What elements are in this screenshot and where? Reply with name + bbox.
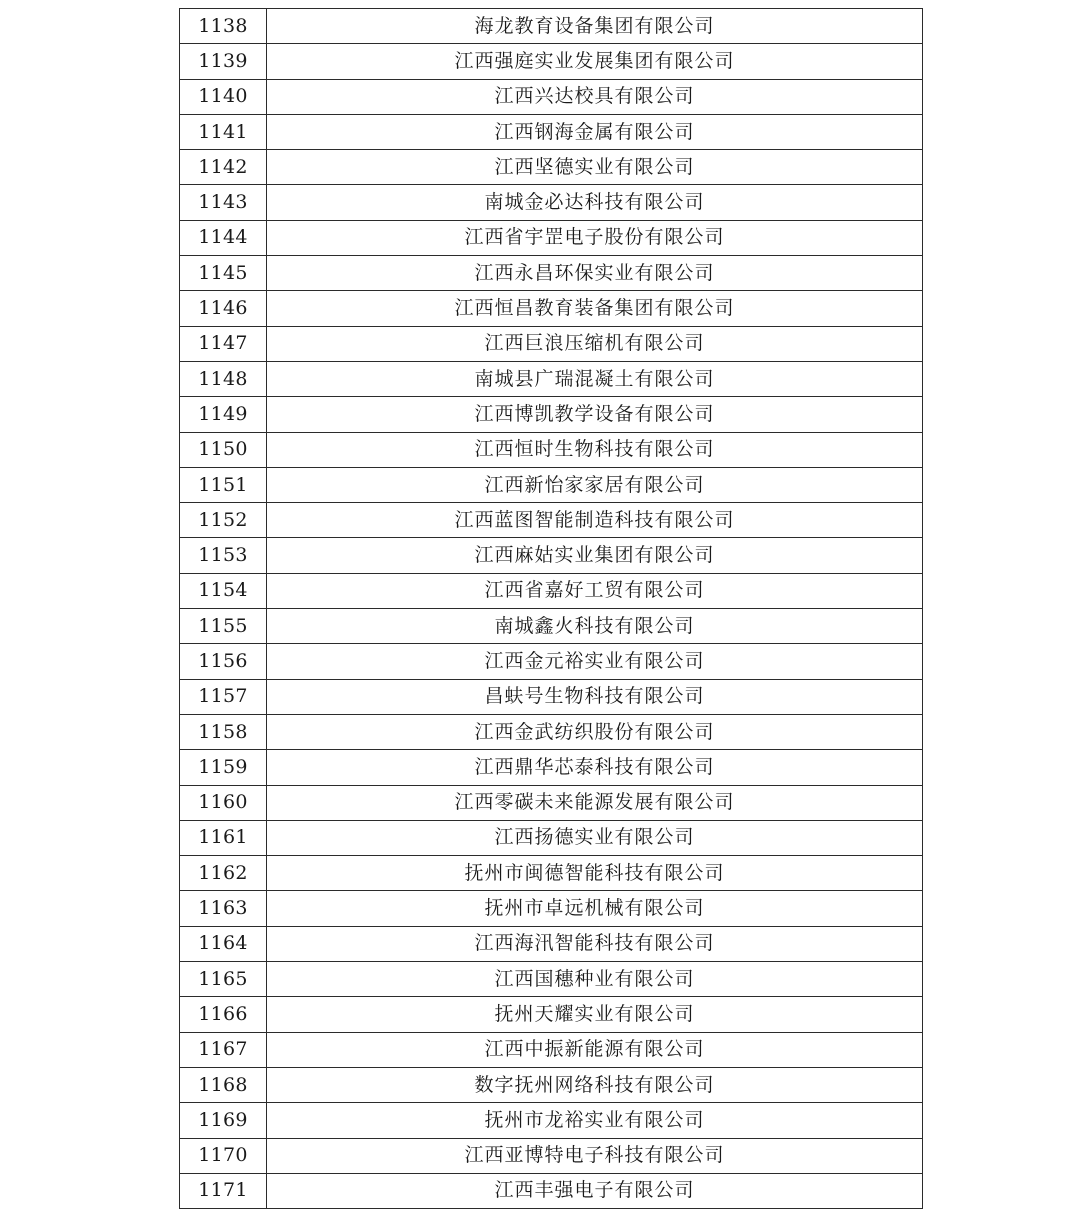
company-name: 江西博凯教学设备有限公司 (267, 397, 923, 432)
row-number: 1138 (180, 9, 267, 44)
row-number: 1153 (180, 538, 267, 573)
table-row (180, 997, 923, 1032)
row-number: 1158 (180, 714, 267, 749)
company-name: 江西恒昌教育装备集团有限公司 (267, 291, 923, 326)
company-name: 江西零碳未来能源发展有限公司 (267, 785, 923, 820)
table-row (180, 150, 923, 185)
table-row (180, 573, 923, 608)
company-name: 抚州天耀实业有限公司 (267, 997, 923, 1032)
table-row (180, 114, 923, 149)
company-list-body (180, 9, 923, 1209)
company-name: 南城金必达科技有限公司 (267, 185, 923, 220)
company-name: 江西鼎华芯泰科技有限公司 (267, 750, 923, 785)
company-name: 南城鑫火科技有限公司 (267, 609, 923, 644)
table-row (180, 397, 923, 432)
row-number: 1169 (180, 1103, 267, 1138)
company-name: 江西海汛智能科技有限公司 (267, 926, 923, 961)
company-name: 海龙教育设备集团有限公司 (267, 9, 923, 44)
company-name: 江西亚博特电子科技有限公司 (267, 1138, 923, 1173)
company-name: 江西中振新能源有限公司 (267, 1032, 923, 1067)
table-row (180, 714, 923, 749)
table-row (180, 467, 923, 502)
table-row (180, 432, 923, 467)
company-name: 江西永昌环保实业有限公司 (267, 256, 923, 291)
table-row (180, 750, 923, 785)
table-row (180, 256, 923, 291)
table-row (180, 1067, 923, 1102)
company-name: 江西金元裕实业有限公司 (267, 644, 923, 679)
company-name: 江西省嘉好工贸有限公司 (267, 573, 923, 608)
row-number: 1165 (180, 962, 267, 997)
company-name: 抚州市龙裕实业有限公司 (267, 1103, 923, 1138)
row-number: 1143 (180, 185, 267, 220)
row-number: 1139 (180, 44, 267, 79)
row-number: 1162 (180, 856, 267, 891)
table-row (180, 891, 923, 926)
table-row (180, 785, 923, 820)
table-row (180, 9, 923, 44)
company-name: 江西兴达校具有限公司 (267, 79, 923, 114)
table-row (180, 609, 923, 644)
table-row (180, 538, 923, 573)
row-number: 1167 (180, 1032, 267, 1067)
table-row (180, 1032, 923, 1067)
row-number: 1161 (180, 820, 267, 855)
row-number: 1163 (180, 891, 267, 926)
row-number: 1171 (180, 1173, 267, 1208)
row-number: 1160 (180, 785, 267, 820)
table-row (180, 644, 923, 679)
table-row (180, 1173, 923, 1208)
table-row (180, 503, 923, 538)
company-list-table (179, 8, 923, 1209)
row-number: 1145 (180, 256, 267, 291)
table-row (180, 856, 923, 891)
company-name: 江西坚德实业有限公司 (267, 150, 923, 185)
company-name: 江西扬德实业有限公司 (267, 820, 923, 855)
company-name: 江西麻姑实业集团有限公司 (267, 538, 923, 573)
company-name: 江西国穗种业有限公司 (267, 962, 923, 997)
row-number: 1150 (180, 432, 267, 467)
row-number: 1170 (180, 1138, 267, 1173)
row-number: 1154 (180, 573, 267, 608)
table-row (180, 326, 923, 361)
row-number: 1144 (180, 220, 267, 255)
company-name: 昌蚨号生物科技有限公司 (267, 679, 923, 714)
company-name: 江西巨浪压缩机有限公司 (267, 326, 923, 361)
row-number: 1168 (180, 1067, 267, 1102)
row-number: 1146 (180, 291, 267, 326)
table-row (180, 962, 923, 997)
row-number: 1140 (180, 79, 267, 114)
company-name: 江西恒时生物科技有限公司 (267, 432, 923, 467)
table-row (180, 79, 923, 114)
row-number: 1149 (180, 397, 267, 432)
row-number: 1142 (180, 150, 267, 185)
row-number: 1155 (180, 609, 267, 644)
table-row (180, 361, 923, 396)
company-name: 江西强庭实业发展集团有限公司 (267, 44, 923, 79)
table-row (180, 820, 923, 855)
company-name: 江西钢海金属有限公司 (267, 114, 923, 149)
company-name: 江西省宇罡电子股份有限公司 (267, 220, 923, 255)
row-number: 1156 (180, 644, 267, 679)
row-number: 1157 (180, 679, 267, 714)
table-row (180, 220, 923, 255)
row-number: 1141 (180, 114, 267, 149)
company-name: 抚州市卓远机械有限公司 (267, 891, 923, 926)
company-name: 南城县广瑞混凝土有限公司 (267, 361, 923, 396)
table-row (180, 44, 923, 79)
company-name: 江西新怡家家居有限公司 (267, 467, 923, 502)
company-name: 抚州市闽德智能科技有限公司 (267, 856, 923, 891)
table-row (180, 679, 923, 714)
row-number: 1152 (180, 503, 267, 538)
company-name: 江西蓝图智能制造科技有限公司 (267, 503, 923, 538)
company-name: 数字抚州网络科技有限公司 (267, 1067, 923, 1102)
company-name: 江西金武纺织股份有限公司 (267, 714, 923, 749)
row-number: 1148 (180, 361, 267, 396)
company-name: 江西丰强电子有限公司 (267, 1173, 923, 1208)
row-number: 1159 (180, 750, 267, 785)
row-number: 1166 (180, 997, 267, 1032)
table-row (180, 926, 923, 961)
table-row (180, 291, 923, 326)
row-number: 1147 (180, 326, 267, 361)
row-number: 1151 (180, 467, 267, 502)
row-number: 1164 (180, 926, 267, 961)
table-row (180, 1103, 923, 1138)
table-row (180, 185, 923, 220)
table-row (180, 1138, 923, 1173)
